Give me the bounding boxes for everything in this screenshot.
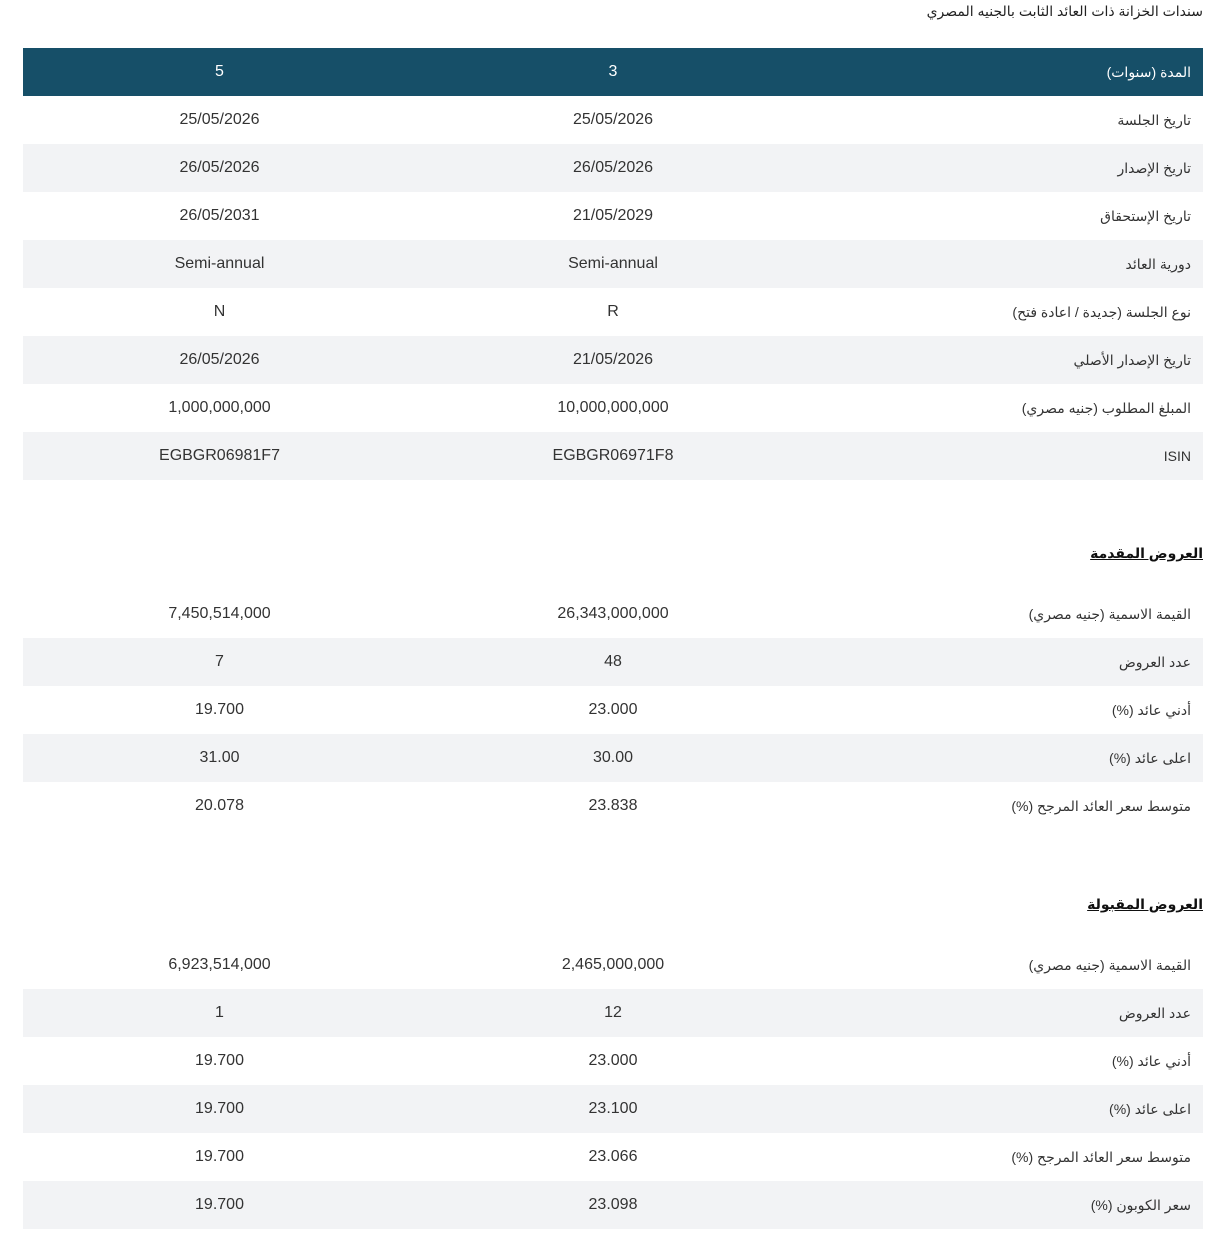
value-3y: 48	[416, 638, 810, 686]
row-label: تاريخ الإصدار الأصلي	[810, 336, 1203, 384]
row-label: القيمة الاسمية (جنيه مصري)	[1028, 605, 1191, 622]
value-3y: 23.098	[416, 1181, 810, 1229]
value-5y: 6,923,514,000	[168, 956, 271, 973]
value-5y: 1,000,000,000	[168, 399, 271, 416]
header-tenor-label: المدة (سنوات)	[810, 48, 1203, 96]
value-3y: 23.000	[588, 701, 638, 718]
offered-bids-table	[23, 590, 1203, 830]
value-5y: 20.078	[195, 797, 244, 814]
table-row	[23, 686, 1203, 734]
table-row	[23, 192, 1203, 240]
accepted-bids-heading: العروض المقبولة	[1087, 896, 1203, 912]
offered-bids-heading: العروض المقدمة	[1090, 545, 1203, 561]
value-5y: 31.00	[23, 734, 416, 782]
value-3y: Semi-annual	[416, 240, 810, 288]
row-label: دورية العائد	[810, 240, 1203, 288]
row-label: تاريخ الجلسة	[1117, 111, 1191, 128]
table-row	[23, 240, 1203, 288]
value-5y: 19.700	[195, 1148, 244, 1165]
table-row	[23, 590, 1203, 638]
row-label: عدد العروض	[810, 989, 1203, 1037]
value-5y: 26/05/2026	[23, 144, 416, 192]
value-5y: 26/05/2031	[179, 207, 260, 224]
table-header-row	[23, 48, 1203, 96]
value-3y: 30.00	[416, 734, 810, 782]
row-label: المبلغ المطلوب (جنيه مصري)	[1021, 399, 1191, 416]
value-5y: 19.700	[23, 1181, 416, 1229]
value-5y: Semi-annual	[23, 240, 416, 288]
table-row	[23, 384, 1203, 432]
table-row	[23, 638, 1203, 686]
row-label: أدني عائد (%)	[1111, 701, 1191, 718]
value-3y: 23.838	[588, 797, 638, 814]
row-label: عدد العروض	[810, 638, 1203, 686]
value-5y: 7	[23, 638, 416, 686]
row-label: اعلى عائد (%)	[810, 1085, 1203, 1133]
value-3y: 23.000	[588, 1052, 638, 1069]
value-3y: EGBGR06971F8	[416, 432, 810, 480]
table-row	[23, 1133, 1203, 1181]
value-3y: 26,343,000,000	[557, 605, 669, 622]
value-3y: 23.066	[588, 1148, 638, 1165]
table-row	[23, 1037, 1203, 1085]
value-5y: 19.700	[195, 701, 244, 718]
table-row	[23, 144, 1203, 192]
value-3y: R	[607, 303, 619, 320]
row-label: نوع الجلسة (جديدة / اعادة فتح)	[1012, 303, 1191, 320]
table-row	[23, 989, 1203, 1037]
value-5y: 7,450,514,000	[168, 605, 271, 622]
table-row	[23, 734, 1203, 782]
value-3y: 23.100	[416, 1085, 810, 1133]
value-3y: 10,000,000,000	[557, 399, 669, 416]
page-title: سندات الخزانة ذات العائد الثابت بالجنيه المصري	[926, 3, 1203, 19]
value-3y: 21/05/2029	[572, 207, 654, 224]
table-row	[23, 96, 1203, 144]
row-label: سعر الكوبون (%)	[810, 1181, 1203, 1229]
table-row	[23, 782, 1203, 830]
value-5y: 25/05/2026	[179, 111, 260, 128]
header-tenor-5: 5	[23, 48, 416, 96]
table-row	[23, 1181, 1203, 1229]
header-tenor-3: 3	[416, 48, 810, 96]
table-row	[23, 432, 1203, 480]
row-label: تاريخ الإستحقاق	[1100, 207, 1191, 224]
value-3y: 21/05/2026	[416, 336, 810, 384]
value-3y: 26/05/2026	[416, 144, 810, 192]
row-label: أدني عائد (%)	[1111, 1052, 1191, 1069]
row-label: تاريخ الإصدار	[810, 144, 1203, 192]
issue-details-table	[23, 48, 1203, 480]
table-row	[23, 336, 1203, 384]
table-row	[23, 941, 1203, 989]
accepted-bids-table	[23, 941, 1203, 1229]
value-5y: 19.700	[23, 1085, 416, 1133]
value-3y: 25/05/2026	[572, 111, 654, 128]
row-label: متوسط سعر العائد المرجح (%)	[1011, 1148, 1191, 1165]
value-5y: 1	[23, 989, 416, 1037]
value-3y: 2,465,000,000	[561, 956, 665, 973]
table-row	[23, 1085, 1203, 1133]
value-5y: 26/05/2026	[23, 336, 416, 384]
row-label: ISIN	[810, 432, 1203, 480]
value-5y: 19.700	[195, 1052, 244, 1069]
value-3y: 12	[416, 989, 810, 1037]
row-label: القيمة الاسمية (جنيه مصري)	[1028, 956, 1191, 973]
row-label: اعلى عائد (%)	[810, 734, 1203, 782]
value-5y: EGBGR06981F7	[23, 432, 416, 480]
table-row	[23, 288, 1203, 336]
row-label: متوسط سعر العائد المرجح (%)	[1011, 797, 1191, 814]
value-5y: N	[213, 303, 226, 320]
